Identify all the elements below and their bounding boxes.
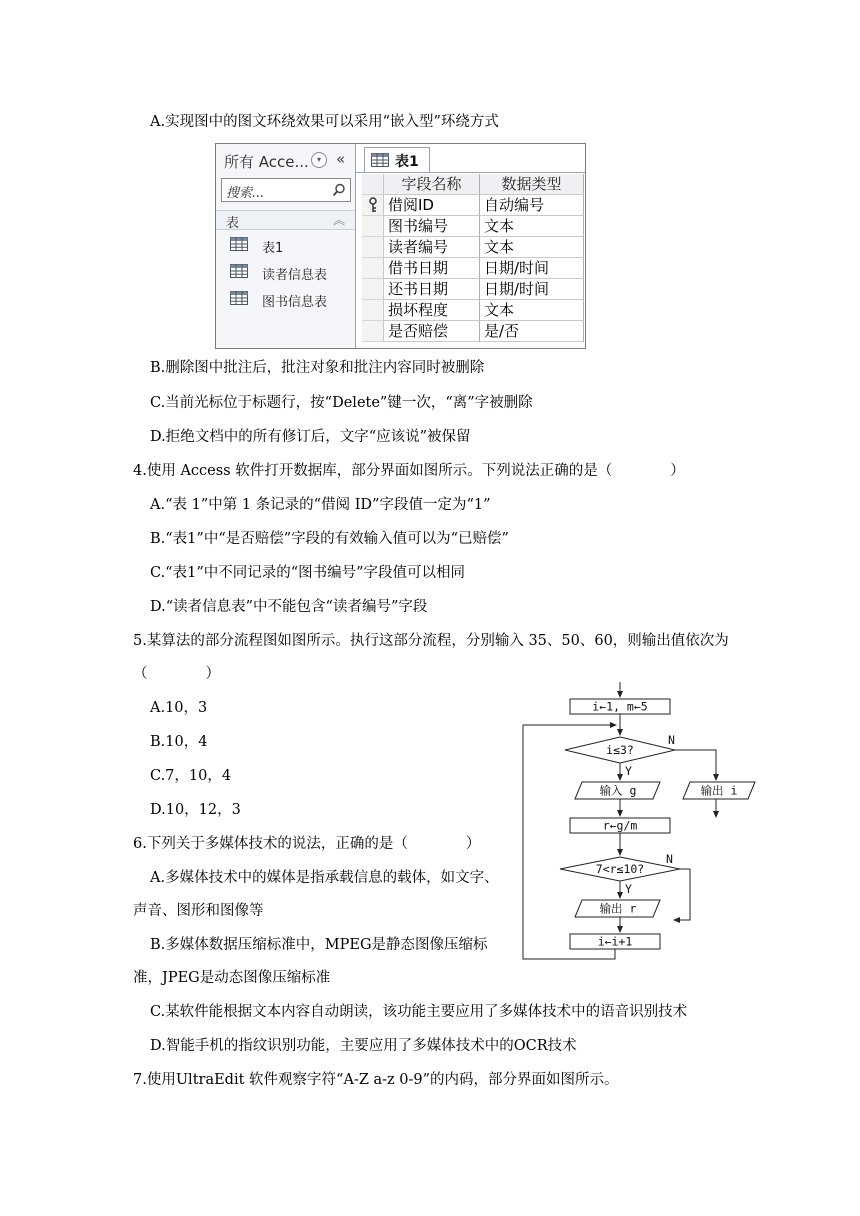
nav-item-label: 表1 [262, 241, 284, 256]
init-text: i←1, m←5 [592, 699, 648, 714]
flowchart [515, 682, 765, 964]
nav-title: 所有 Acce... [224, 153, 309, 171]
access-screenshot [215, 143, 586, 349]
q5-option-b: B.10，4 [150, 734, 208, 750]
tab-table1[interactable] [364, 147, 430, 173]
q3-option-d: D.拒绝文档中的所有修订后，文字“应该说”被保留 [150, 429, 471, 445]
q7-stem: 7.使用UltraEdit 软件观察字符“A-Z a-z 0-9”的内码，部分界面如图所示。 [133, 1072, 619, 1088]
assign-text: r←g/m [602, 818, 638, 833]
table-row[interactable] [362, 195, 584, 216]
collapse-icon[interactable]: « [336, 150, 346, 168]
search-input[interactable] [221, 178, 351, 202]
column-header-data-type[interactable]: 数据类型 [480, 174, 584, 195]
q6-option-a-line1: A.多媒体技术中的媒体是指承载信息的载体，如文字、 [150, 870, 499, 886]
search-placeholder: 搜索... [226, 186, 265, 201]
q6-option-d: D.智能手机的指纹识别功能，主要应用了多媒体技术中的OCR技术 [150, 1038, 577, 1054]
field-name-cell[interactable]: 是否赔偿 [384, 321, 480, 342]
data-type-cell[interactable]: 是/否 [480, 321, 584, 342]
output-i-text: 输出 i [700, 783, 738, 798]
row-selector[interactable] [362, 321, 384, 342]
field-name-cell[interactable]: 借阅ID [384, 195, 480, 216]
condition2-text: 7<r≤10? [595, 862, 645, 876]
table-icon [230, 264, 248, 278]
input-g-text: 输入 g [599, 783, 637, 798]
yes-label-2: Y [625, 882, 632, 896]
no-label-1: N [668, 733, 675, 747]
q5-stem: 5.某算法的部分流程图如图所示。执行这部分流程，分别输入 35、50、60，则输出值依次为 [133, 633, 729, 649]
condition1-text: i≤3? [606, 743, 634, 757]
nav-group-label: 表 [226, 216, 240, 231]
nav-header [216, 144, 355, 176]
q6-option-c: C.某软件能根据文本内容自动朗读，该功能主要应用了多媒体技术中的语音识别技术 [150, 1004, 688, 1020]
table-row[interactable] [362, 237, 584, 258]
nav-group-header[interactable] [216, 210, 355, 230]
data-type-cell[interactable]: 自动编号 [480, 195, 584, 216]
nav-item-reader-table[interactable] [216, 261, 355, 285]
q5-option-c: C.7，10，4 [150, 768, 232, 784]
navigation-pane [216, 144, 356, 348]
q6-stem: 6.下列关于多媒体技术的说法，正确的是（ ） [133, 836, 481, 852]
field-name-cell[interactable]: 图书编号 [384, 216, 480, 237]
row-selector[interactable] [362, 258, 384, 279]
search-icon[interactable] [332, 183, 346, 197]
q4-option-d: D.“读者信息表”中不能包含“读者编号”字段 [150, 599, 428, 615]
data-type-cell[interactable]: 日期/时间 [480, 258, 584, 279]
data-type-cell[interactable]: 文本 [480, 300, 584, 321]
q4-option-a: A.“表 1”中第 1 条记录的“借阅 ID”字段值一定为“1” [150, 497, 491, 513]
table-icon [230, 291, 248, 305]
tab-strip-divider [356, 172, 586, 173]
row-selector[interactable] [362, 216, 384, 237]
row-selector[interactable] [362, 279, 384, 300]
yes-label-1: Y [625, 764, 632, 778]
dropdown-icon[interactable]: ▾ [311, 152, 327, 168]
table-icon [371, 153, 389, 167]
field-name-cell[interactable]: 损坏程度 [384, 300, 480, 321]
q3-option-c: C.当前光标位于标题行，按“Delete”键一次，“离”字被删除 [150, 395, 533, 411]
q4-stem: 4.使用 Access 软件打开数据库，部分界面如图所示。下列说法正确的是（ ） [133, 463, 685, 479]
chevron-up-icon[interactable]: ︽ [332, 213, 345, 227]
select-all-cell[interactable] [362, 174, 384, 195]
no-label-2: N [666, 852, 673, 866]
row-selector[interactable] [362, 195, 384, 216]
q6-option-b-line2: 准，JPEG是动态图像压缩标准 [133, 970, 331, 986]
field-name-cell[interactable]: 还书日期 [384, 279, 480, 300]
column-header-field-name[interactable]: 字段名称 [384, 174, 480, 195]
q6-option-b-line1: B.多媒体数据压缩标准中，MPEG是静态图像压缩标 [150, 937, 488, 953]
key-icon [367, 197, 379, 213]
nav-item-label: 图书信息表 [262, 295, 328, 310]
field-name-cell[interactable]: 读者编号 [384, 237, 480, 258]
output-r-text: 输出 r [599, 901, 637, 916]
data-type-cell[interactable]: 文本 [480, 237, 584, 258]
field-name-cell[interactable]: 借书日期 [384, 258, 480, 279]
q6-option-a-line2: 声音、图形和图像等 [133, 903, 264, 919]
tab-label: 表1 [395, 154, 419, 170]
table-icon [230, 237, 248, 251]
data-type-cell[interactable]: 文本 [480, 216, 584, 237]
q4-option-c: C.“表1”中不同记录的“图书编号”字段值可以相同 [150, 565, 466, 581]
q5-option-d: D.10，12，3 [150, 802, 241, 818]
table-row[interactable] [362, 216, 584, 237]
row-selector[interactable] [362, 237, 384, 258]
q3-option-b: B.删除图中批注后，批注对象和批注内容同时被删除 [150, 360, 485, 376]
row-selector[interactable] [362, 300, 384, 321]
q4-option-b: B.“表1”中“是否赔偿”字段的有效输入值可以为“已赔偿” [150, 531, 509, 547]
grid-header-row [362, 174, 584, 195]
data-type-cell[interactable]: 日期/时间 [480, 279, 584, 300]
nav-item-book-table[interactable] [216, 288, 355, 312]
nav-item-table1[interactable] [216, 234, 355, 258]
table-row[interactable] [362, 300, 584, 321]
table-row[interactable] [362, 258, 584, 279]
table-row[interactable] [362, 279, 584, 300]
table-row[interactable] [362, 321, 584, 342]
nav-item-label: 读者信息表 [262, 268, 328, 283]
q5-option-a: A.10，3 [150, 700, 208, 716]
increment-text: i←i+1 [597, 934, 633, 949]
q3-option-a: A.实现图中的图文环绕效果可以采用“嵌入型”环绕方式 [150, 114, 499, 130]
q5-answer-paren: （ ） [133, 666, 220, 682]
